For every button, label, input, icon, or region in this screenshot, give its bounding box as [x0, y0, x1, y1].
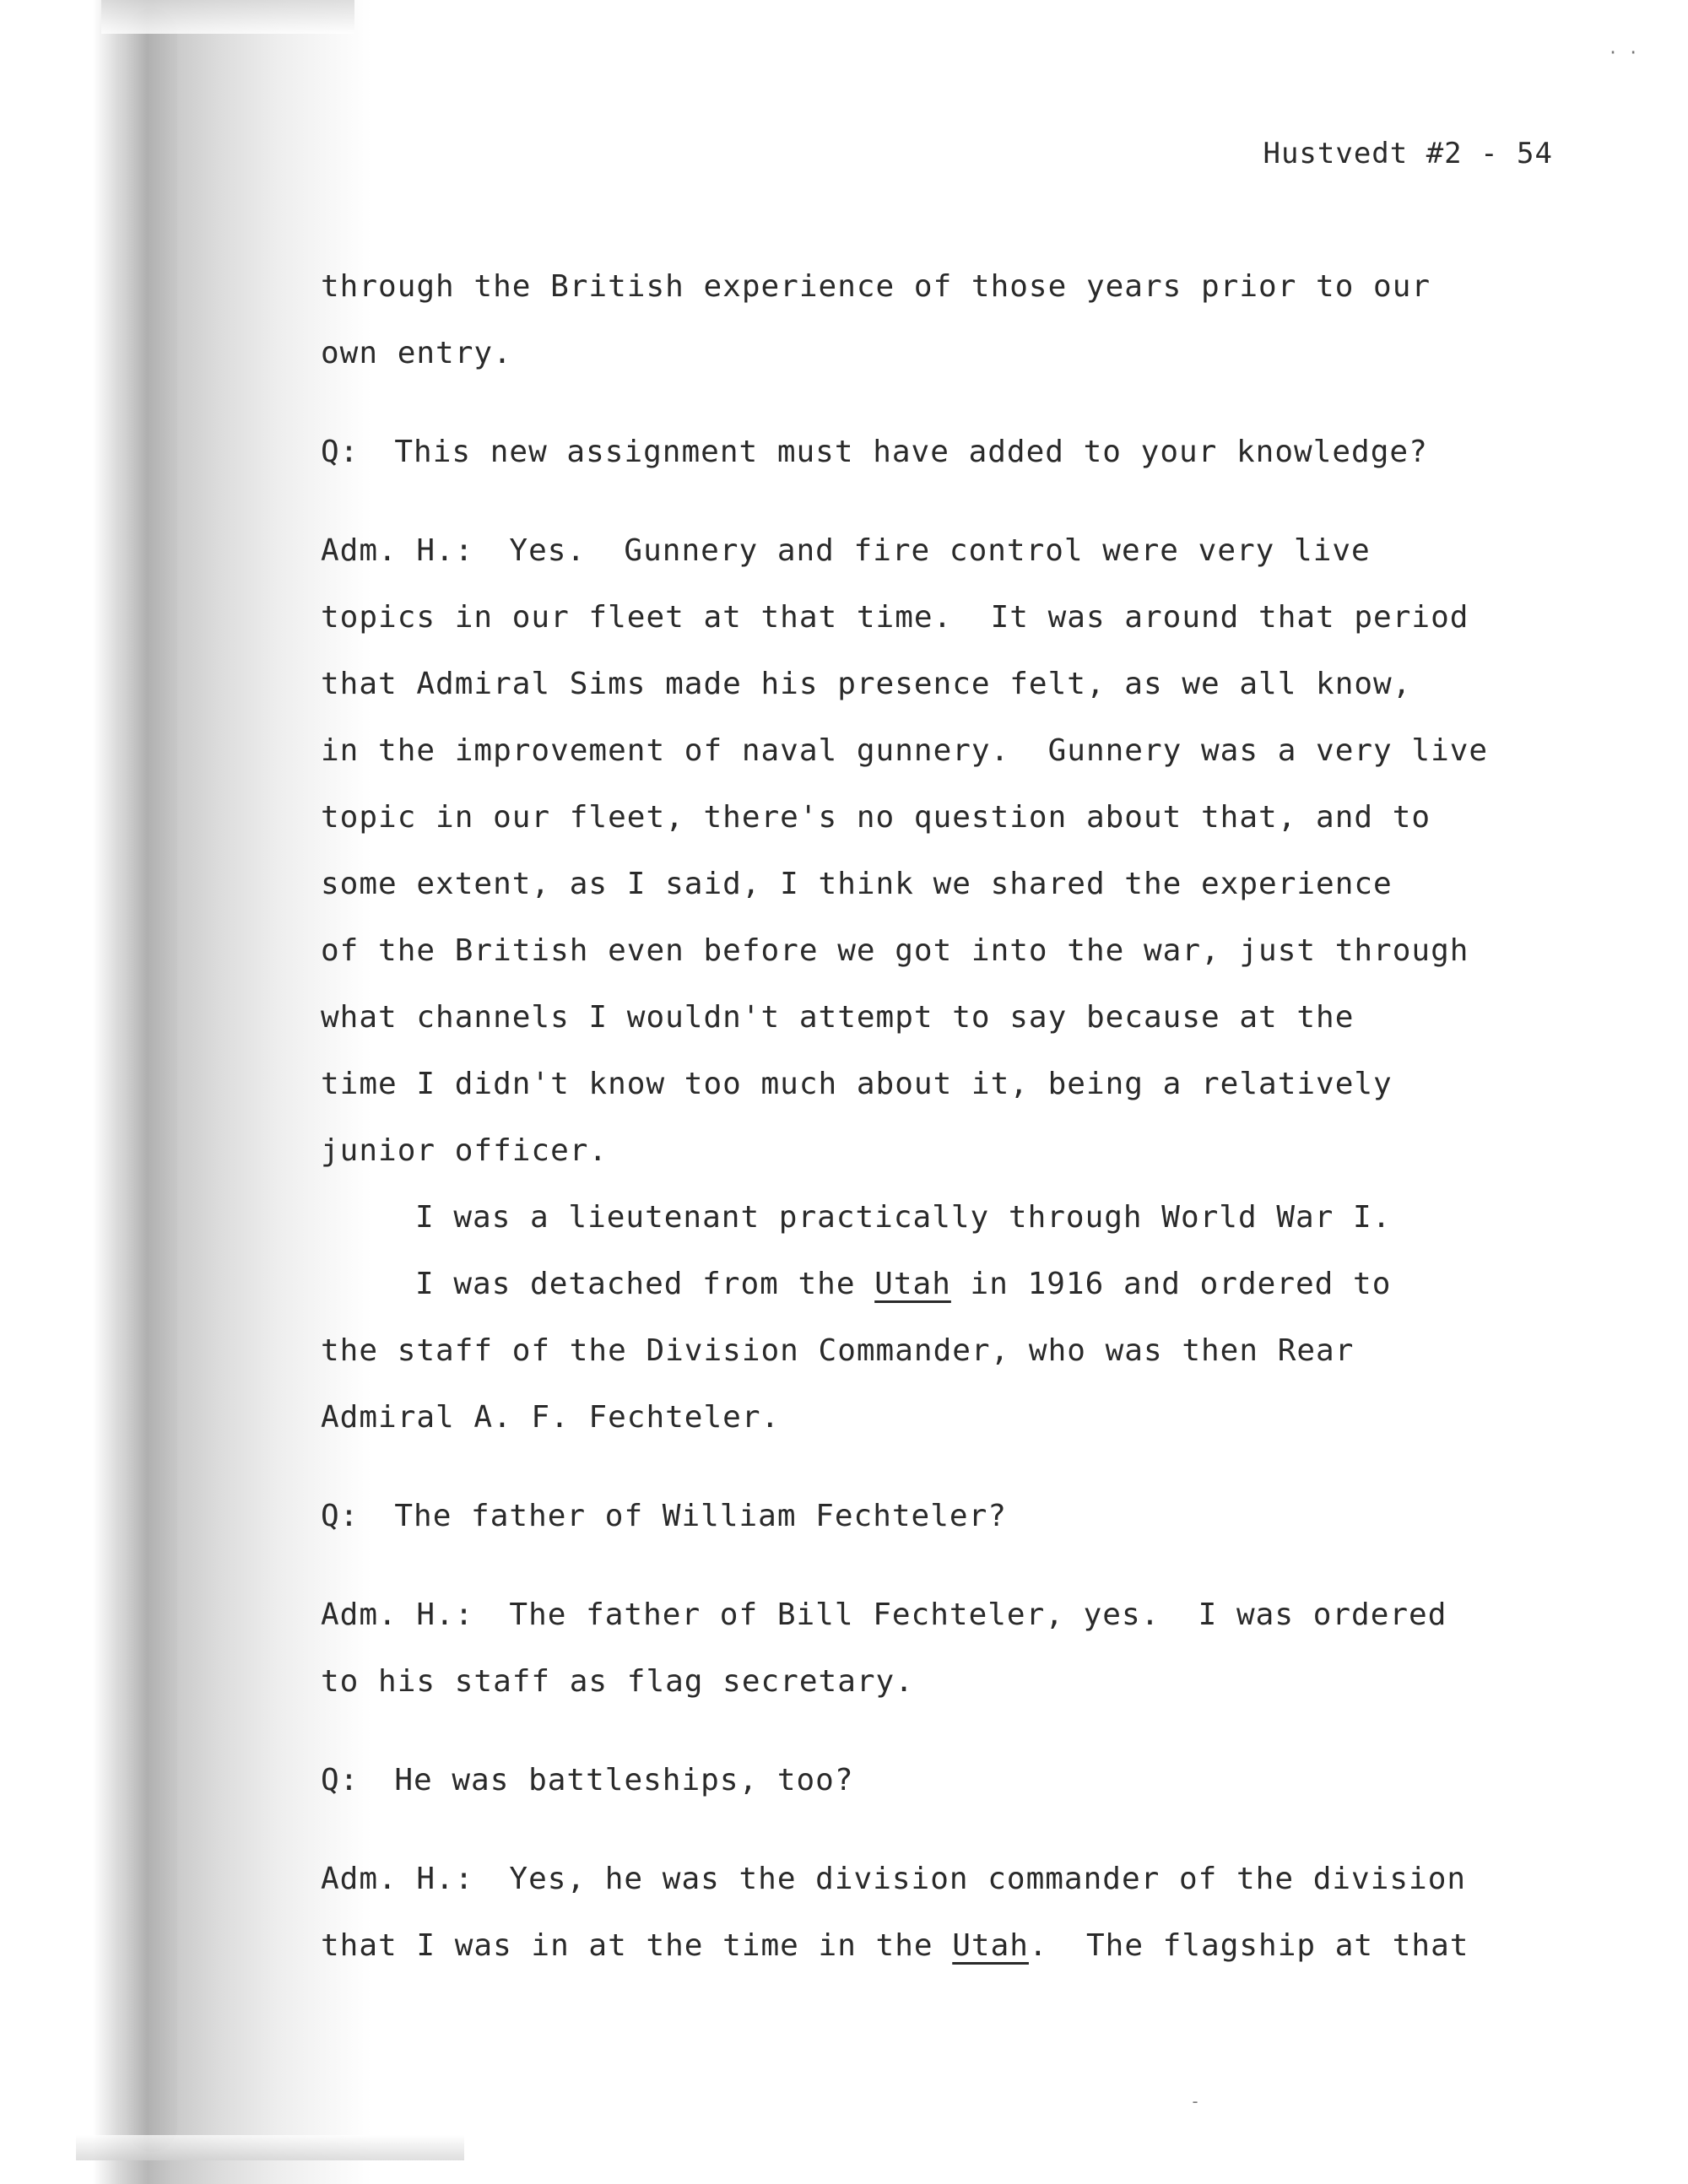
speaker-label: Q: [321, 1499, 360, 1533]
binding-shadow [0, 0, 371, 2184]
text-line: time I didn't know too much about it, being a relatively [321, 1067, 1393, 1101]
text-line [321, 419, 1561, 485]
question [321, 1747, 1561, 1814]
answer [321, 517, 1561, 1451]
text-line [321, 1846, 1561, 1912]
speaker-label: Q: [321, 1763, 360, 1797]
text-line: of the British even before we got into the war, just through [321, 933, 1469, 968]
answer [321, 1581, 1561, 1715]
ship-name: Utah [952, 1928, 1029, 1963]
speaker-label: Adm. H.: [321, 1862, 474, 1896]
text-line: in the improvement of naval gunnery. Gunnery was a very live [321, 733, 1489, 768]
text-span: in 1916 and ordered to [950, 1267, 1392, 1301]
text-line: I was a lieutenant practically through World War I. [415, 1200, 1392, 1235]
text-line [321, 517, 1561, 584]
question-text: This new assignment must have added to your knowledge? [394, 435, 1428, 469]
text-line [321, 1483, 1561, 1549]
text-line: topic in our fleet, there's no question about that, and to [321, 800, 1431, 835]
text-span: . The flagship at that [1028, 1928, 1469, 1963]
binding-fold [127, 8, 177, 2152]
question [321, 419, 1561, 485]
text-span: that I was in at the time in the [321, 1928, 953, 1963]
text-line [321, 1581, 1561, 1648]
paragraph [321, 253, 1561, 387]
text-line: Admiral A. F. Fechteler. [321, 1400, 781, 1435]
text-line [321, 1251, 1561, 1317]
text-line: topics in our fleet at that time. It was around that period [321, 600, 1469, 635]
answer-text: The father of Bill Fechteler, yes. I was ordered [509, 1597, 1447, 1632]
question [321, 1483, 1561, 1549]
text-line: through the British experience of those years prior to our [321, 269, 1431, 304]
speaker-label: Q: [321, 435, 360, 469]
answer-text: Yes. Gunnery and fire control were very live [509, 533, 1371, 568]
text-line: what channels I wouldn't attempt to say because at the [321, 1000, 1355, 1035]
answer [321, 1846, 1561, 1979]
text-line: that Admiral Sims made his presence felt, as we all know, [321, 667, 1412, 701]
text-line: the staff of the Division Commander, who was then Rear [321, 1333, 1355, 1368]
question-text: He was battleships, too? [394, 1763, 854, 1797]
transcript-body [321, 253, 1561, 1979]
ship-name: Utah [874, 1267, 951, 1301]
binding-shadow-top [101, 0, 354, 34]
binding-shadow-bottom [76, 2135, 464, 2160]
answer-text: Yes, he was the division commander of the division [509, 1862, 1467, 1896]
stray-mark: - [1190, 2091, 1201, 2111]
question-text: The father of William Fechteler? [394, 1499, 1007, 1533]
speaker-label: Adm. H.: [321, 1597, 474, 1632]
page-header: Hustvedt #2 - 54 [1263, 137, 1553, 170]
text-span: I was detached from the [415, 1267, 875, 1301]
text-line: some extent, as I said, I think we shared the experience [321, 867, 1393, 901]
stray-mark: · · [1608, 42, 1639, 62]
text-line [321, 1912, 1561, 1979]
text-line [321, 1747, 1561, 1814]
text-line: junior officer. [321, 1133, 609, 1168]
speaker-label: Adm. H.: [321, 533, 474, 568]
text-line: own entry. [321, 336, 512, 370]
text-line: to his staff as flag secretary. [321, 1664, 914, 1699]
